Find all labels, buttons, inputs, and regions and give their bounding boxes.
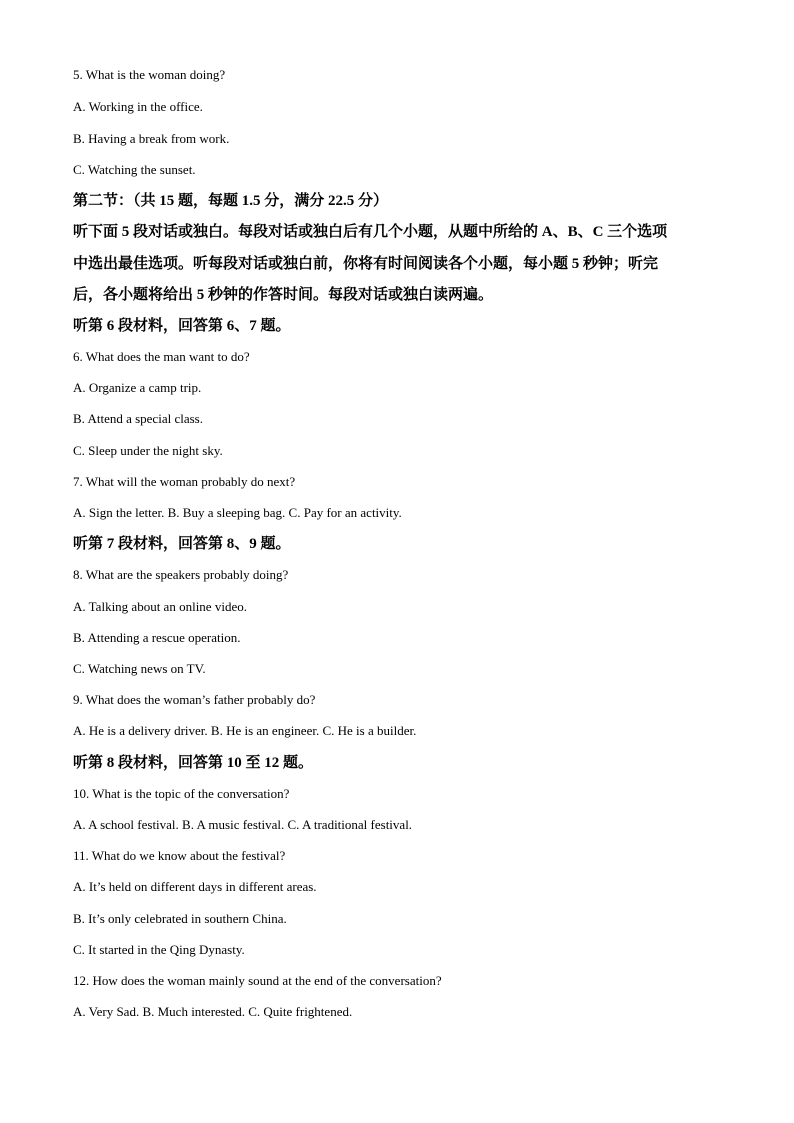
question-9-options: A. He is a delivery driver. B. He is an engineer. C. He is a builder. [73, 723, 417, 738]
question-11-option-c: C. It started in the Qing Dynasty. [73, 942, 245, 957]
section-2-instructions-line-1: 听下面 5 段对话或独白。每段对话或独白后有几个小题，从题中所给的 A、B、C 三个选项 [73, 224, 668, 240]
question-9: 9. What does the woman’s father probably do? [73, 692, 316, 707]
question-7: 7. What will the woman probably do next? [73, 474, 296, 489]
question-8-option-a: A. Talking about an online video. [73, 599, 247, 614]
question-7-options: A. Sign the letter. B. Buy a sleeping bag. C. Pay for an activity. [73, 505, 402, 520]
question-11-option-b: B. It’s only celebrated in southern China. [73, 911, 287, 926]
question-5-option-a: A. Working in the office. [73, 99, 203, 114]
question-10-options: A. A school festival. B. A music festival. C. A traditional festival. [73, 817, 413, 832]
section-2-instructions-line-2: 中选出最佳选项。听每段对话或独白前，你将有时间阅读各个小题，每小题 5 秒钟；听完 [73, 256, 659, 272]
question-6-option-c: C. Sleep under the night sky. [73, 443, 223, 458]
question-6: 6. What does the man want to do? [73, 349, 250, 364]
question-5-option-c: C. Watching the sunset. [73, 162, 196, 177]
question-10: 10. What is the topic of the conversation? [73, 786, 290, 801]
question-12-options: A. Very Sad. B. Much interested. C. Quite frightened. [73, 1004, 353, 1019]
question-8-option-b: B. Attending a rescue operation. [73, 630, 241, 645]
material-6-heading: 听第 6 段材料，回答第 6、7 题。 [73, 318, 291, 334]
material-8-heading: 听第 8 段材料，回答第 10 至 12 题。 [73, 755, 314, 771]
question-11: 11. What do we know about the festival? [73, 848, 286, 863]
question-5-option-b: B. Having a break from work. [73, 131, 230, 146]
section-2-heading: 第二节：（共 15 题，每题 1.5 分，满分 22.5 分） [73, 193, 389, 209]
question-8: 8. What are the speakers probably doing? [73, 567, 289, 582]
question-11-option-a: A. It’s held on different days in different areas. [73, 879, 317, 894]
question-12: 12. How does the woman mainly sound at the end of the conversation? [73, 973, 442, 988]
question-8-option-c: C. Watching news on TV. [73, 661, 206, 676]
question-5: 5. What is the woman doing? [73, 67, 226, 82]
section-2-instructions-line-3: 后，各小题将给出 5 秒钟的作答时间。每段对话或独白读两遍。 [73, 287, 494, 303]
question-6-option-b: B. Attend a special class. [73, 411, 203, 426]
material-7-heading: 听第 7 段材料，回答第 8、9 题。 [73, 536, 291, 552]
question-6-option-a: A. Organize a camp trip. [73, 380, 202, 395]
